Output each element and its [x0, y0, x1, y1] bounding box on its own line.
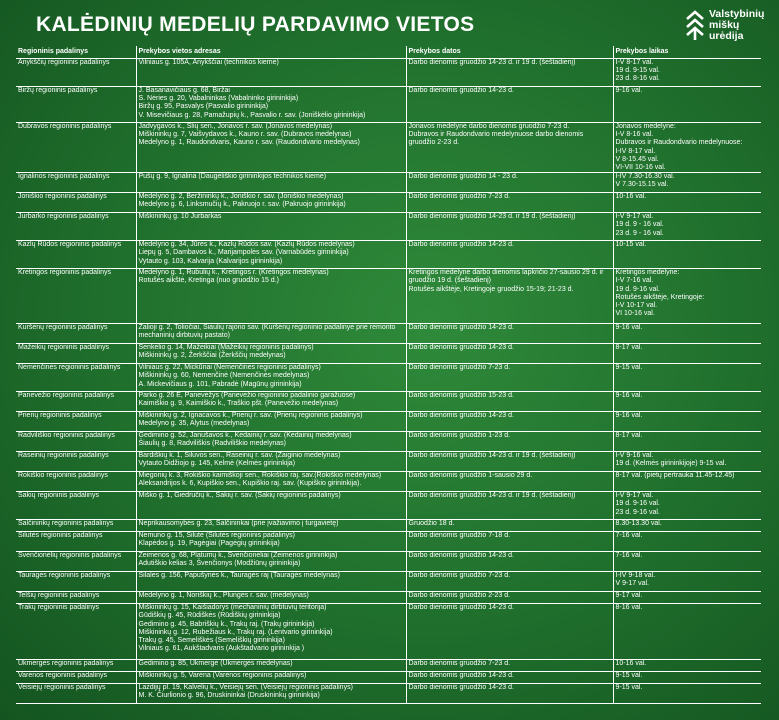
cell-time: 9-15 val. [613, 684, 761, 704]
cell-address: Lazdijų pl. 19, Kalvelių k., Veisiejų sen. (Veisiejų regioninis padalinys) M. K. Čiurlionio g. 96, Druskininkai (Druskininkų girininkija) [136, 684, 406, 704]
table-header-row [16, 46, 761, 59]
cell-time: I-V 9-17 val. 19 d. 9-16 val. 23 d. 9-16 val. [613, 492, 761, 520]
cell-address: Medelyno g. 2, Beržininkų k., Joniškio r. sav. (Joniškio medelynas) Medelyno g. 6, Linksmučių k., Pakruojo r. sav. (Pakruojo girininkija) [136, 193, 406, 213]
header-dates: Prekybos datos [406, 46, 613, 59]
cell-region: Anykščių regioninis padalinys [16, 59, 136, 87]
cell-dates: Darbo dienomis gruodžio 14-23 d. [406, 87, 613, 123]
cell-region: Švenčionėlių regioninis padalinys [16, 552, 136, 572]
cell-region: Kretingos regioninis padalinys [16, 269, 136, 324]
cell-region: Panevėžio regioninis padalinys [16, 392, 136, 412]
cell-dates: Darbo dienomis gruodžio 15-23 d. [406, 392, 613, 412]
cell-time: I-V 9-16 val. 19 d. (Kelmės girininkijoje) 9-15 val. [613, 452, 761, 472]
logo [684, 8, 776, 44]
cell-dates: Darbo dienomis gruodžio 14-23 d. [406, 672, 613, 684]
cell-time: 8-17 val. (pietų pertrauka 11.45-12.45) [613, 472, 761, 492]
cell-region: Prienų regioninis padalinys [16, 412, 136, 432]
cell-region: Telšių regioninis padalinys [16, 592, 136, 604]
cell-time: Kretingos medelyne: I-V 7-16 val. 19 d. 9-16 val. Rotušės aikštėje, Kretingoje: I-V 10-17 val. VI 10-16 val. [613, 269, 761, 324]
cell-region: Radviliškio regioninis padalinys [16, 432, 136, 452]
cell-dates: Darbo dienomis gruodžio 7-23 d. [406, 364, 613, 392]
cell-dates: Darbo dienomis gruodžio 14-23 d. ir 19 d. (šeštadienį) [406, 452, 613, 472]
cell-region: Šalčininkų regioninis padalinys [16, 520, 136, 532]
cell-dates: Darbo dienomis gruodžio 14-23 d. [406, 552, 613, 572]
cell-time: 9-16 val. [613, 392, 761, 412]
cell-region: Biržų regioninis padalinys [16, 87, 136, 123]
cell-dates: Darbo dienomis gruodžio 1-sausio 29 d. [406, 472, 613, 492]
tree-icon [684, 10, 706, 40]
cell-dates: Darbo dienomis gruodžio 1-23 d. [406, 432, 613, 452]
cell-dates: Darbo dienomis gruodžio 14-23 d. [406, 412, 613, 432]
cell-region: Joniškio regioninis padalinys [16, 193, 136, 213]
cell-time: I-V 9-17 val. 19 d. 9 - 16 val. 23 d. 9 - 16 val. [613, 213, 761, 241]
table-row [16, 672, 761, 684]
cell-dates: Darbo dienomis gruodžio 7-23 d. [406, 193, 613, 213]
table-row [16, 532, 761, 552]
cell-time: 8-17 val. [613, 432, 761, 452]
cell-time: 10-16 val. [613, 193, 761, 213]
cell-address: Nemuno g. 15, Šilutė (Šilutės regioninis padalinys) Klapėdos g. 19, Pagėgiai (Pagėgių girininkija) [136, 532, 406, 552]
table-row [16, 364, 761, 392]
table-row [16, 432, 761, 452]
cell-region: Kuršėnų regioninis padalinys [16, 324, 136, 344]
cell-address: Jadvygavos k., Šlių sen., Jonavos r. sav. (Jonavos medelynas) Miškininkų g. 7, Vaišvydavos k., Kauno r. sav. (Dubravos medelynas) Medelyno g. 1, Raudondvaris, Kauno r. sav. (Raudondvario medelynas) [136, 123, 406, 173]
cell-dates: Darbo dienomis gruodžio 14-23 d. [406, 344, 613, 364]
table-row [16, 552, 761, 572]
cell-time: 7-16 val. [613, 532, 761, 552]
table-row [16, 684, 761, 704]
cell-address: Miškininkų g. 10 Jurbarkas [136, 213, 406, 241]
cell-address: Medelyno g. 34, Jūrės k., Kazlų Rūdos sav. (Kazlų Rūdos medelynas) Liepų g. 5, Dambavos k., Marijampolės sav. (Varnabūdės girininkija) Vytauto g. 103, Kalvarija (Kalvarijos girininkija) [136, 241, 406, 269]
cell-time: 9-16 val. [613, 87, 761, 123]
cell-region: Šilutės regioninis padalinys [16, 532, 136, 552]
cell-dates: Gruodžio 18 d. [406, 520, 613, 532]
cell-dates: Darbo dienomis gruodžio 14 - 23 d. [406, 173, 613, 193]
cell-region: Veisiejų regioninis padalinys [16, 684, 136, 704]
cell-dates: Darbo dienomis gruodžio 14-23 d. ir 19 d. (šeštadienį) [406, 59, 613, 87]
cell-dates: Darbo dienomis gruodžio 7-18 d. [406, 532, 613, 552]
cell-region: Jurbarko regioninis padalinys [16, 213, 136, 241]
cell-region: Dubravos regioninis padalinys [16, 123, 136, 173]
header-region: Regioninis padalinys [16, 46, 136, 59]
table-row [16, 123, 761, 173]
table-row [16, 59, 761, 87]
cell-region: Raseinių regioninis padalinys [16, 452, 136, 472]
cell-time: 10-16 val. [613, 660, 761, 672]
cell-time: 9-15 val. [613, 672, 761, 684]
cell-time: 8-16 val. [613, 604, 761, 660]
cell-address: Žalioji g. 2, Toliočiai, Šiaulių rajono sav. (Kuršėnų regioninio padalinye prie remonto mechaninių dirbtuvių pastato) [136, 324, 406, 344]
table-row [16, 87, 761, 123]
header-time: Prekybos laikas [613, 46, 761, 59]
cell-address: J. Basanavičiaus g. 68, Biržai S. Nėries g. 20, Vabalninkas (Vabalninko girininkija) Biržų g. 95, Pasvalys (Pasvalio girininkija) V. Misevičiaus g. 28, Pamažupių k., Pasvalio r. sav. (Joniškėlio girininkija) [136, 87, 406, 123]
cell-dates: Darbo dienomis gruodžio 14-23 d. [406, 604, 613, 660]
logo-text: Valstybinių miškų urėdija [709, 8, 765, 42]
table-row [16, 324, 761, 344]
cell-time: 8-17 val. [613, 344, 761, 364]
table-row [16, 213, 761, 241]
cell-time: Jonavos medelyne: I-V 8-16 val. Dubravos ir Raudondvario medelynuose: I-IV 8-17 val. V 8-15.45 val. VI-VII 10-16 val. [613, 123, 761, 173]
cell-dates: Darbo dienomis gruodžio 14-23 d. [406, 324, 613, 344]
cell-dates: Kretingos medelyne darbo dienomis lapkričio 27-sausio 29 d. ir gruodžio 19 d. (šeštadienį) Rotušės aikštėje, Kretingoje gruodžio 15-19; 21-23 d. [406, 269, 613, 324]
table-row [16, 452, 761, 472]
cell-time: 7-16 val. [613, 552, 761, 572]
cell-region: Ukmergės regioninis padalinys [16, 660, 136, 672]
cell-region: Varėnos regioninis padalinys [16, 672, 136, 684]
sales-locations-table [16, 46, 761, 704]
cell-address: Žeimenos g. 68, Platumų k., Švenčionėliai (Žeimenos girininkija) Adutiškio kelias 3, Švenčionys (Modžiūnų girininkija) [136, 552, 406, 572]
cell-time: 8.30-13.30 val. [613, 520, 761, 532]
cell-time: I-IV 7.30-16.30 val. V 7.30-15.15 val. [613, 173, 761, 193]
cell-address: Šilalės g. 156, Papušynės k., Tauragės raj (Tauragės medelynas) [136, 572, 406, 592]
cell-address: Bardiškių k. 1, Šiluvos sen., Raseinių r. sav. (Žaiginio medelynas) Vytauto Didžiojo g. 145, Kelmė (Kelmės girininkija) [136, 452, 406, 472]
table-row [16, 344, 761, 364]
cell-time: I-IV 9-18 val. V 9-17 val. [613, 572, 761, 592]
cell-time: 10-15 val. [613, 241, 761, 269]
cell-region: Nemenčinės regioninis padalinys [16, 364, 136, 392]
cell-time: 9-15 val. [613, 364, 761, 392]
cell-time: I-V 8-17 val. 19 d. 9-15 val. 23 d. 8-16 val. [613, 59, 761, 87]
cell-region: Rokiškio regioninis padalinys [16, 472, 136, 492]
cell-address: Medelyno g. 1, Noriškių k., Plungės r. sav. (medelynas) [136, 592, 406, 604]
cell-dates: Darbo dienomis gruodžio 14-23 d. [406, 684, 613, 704]
table-row [16, 520, 761, 532]
cell-address: Pušų g. 9, Ignalina (Daugėliškio girininkijos technikos kieme) [136, 173, 406, 193]
cell-address: Parko g. 26 E, Panevėžys (Panevėžio regioninio padalinio garažuose) Kaimiškio g. 9, Kaimiškio k., Traškio pšt. (Panevėžio medelynas) [136, 392, 406, 412]
cell-time: 9-17 val. [613, 592, 761, 604]
cell-address: Miegonių k. 3, Rokiškio kaimiškoji sen., Rokiškio raj. sav.(Rokiškio medelynas) Aleksandrijos k. 6, Kupiškio sen., Kupiškio raj. sav. (Kupiškio girininkija). [136, 472, 406, 492]
cell-region: Šakių regioninis padalinys [16, 492, 136, 520]
cell-address: Vilniaus g. 105A, Anykščiai (technikos kieme) [136, 59, 406, 87]
cell-address: Neprikausomybės g. 23, Šalčininkai (prie įvažiavimo į turgavietę) [136, 520, 406, 532]
cell-dates: Jonavos medelyne darbo dienomis gruodžio 7-23 d. Dubravos ir Raudondvario medelynuose darbo dienomis gruodžio 2-23 d. [406, 123, 613, 173]
cell-address: Vilniaus g. 22, Mickūnai (Nemenčinės regioninis padalinys) Miškininkų g. 60, Nemenčinė (Nemenčinės medelynas) A. Mickevičiaus g. 101, Pabradė (Magūnų girininkija) [136, 364, 406, 392]
cell-address: Gedimino g. 85, Ukmergė (Ukmergės medelynas) [136, 660, 406, 672]
table-body [16, 59, 761, 704]
page-title: KALĖDINIŲ MEDELIŲ PARDAVIMO VIETOS [36, 13, 475, 36]
table-row [16, 492, 761, 520]
table-row [16, 241, 761, 269]
table-row [16, 572, 761, 592]
cell-region: Tauragės regioninis padalinys [16, 572, 136, 592]
cell-region: Ignalinos regioninis padalinys [16, 173, 136, 193]
cell-time: 9-16 val. [613, 324, 761, 344]
cell-dates: Darbo dienomis gruodžio 14-23 d. ir 19 d. (šeštadienį) [406, 492, 613, 520]
table-row [16, 472, 761, 492]
cell-address: Miško g. 1, Giedručių k., Šakių r. sav. (Šakių regioninis padalinys) [136, 492, 406, 520]
cell-address: Miškininkų g. 15, Kaišiadorys (mechaninių dirbtuvių teritorija) Gūdiškių g. 45, Rūdiškės (Rūdiškių girininkija) Gedimino g. 45, Babriškių k., Trakų raj. (Trakų girininkija) Miškininkų g. 12, Rubežiaus k., Trakų raj. (Lentvario girininkija) Trakų g. 45, Semeliškės (Semeliškių girininkija) Vilniaus g. 61, Aukštadvaris (Aukštadvario girininkija ) [136, 604, 406, 660]
table-row [16, 173, 761, 193]
cell-dates: Darbo dienomis gruodžio 7-23 d. [406, 572, 613, 592]
cell-dates: Darbo dienomis gruodžio 14-23 d. ir 19 d. (šeštadienį) [406, 213, 613, 241]
cell-dates: Darbo dienomis gruodžio 14-23 d. [406, 241, 613, 269]
table-row [16, 269, 761, 324]
cell-address: Senkelio g. 14, Mažeikiai (Mažeikių regioninis padalinys) Miškininkų g. 2, Žerkščiai (Žerkščių medelynas) [136, 344, 406, 364]
table-row [16, 592, 761, 604]
table-row [16, 412, 761, 432]
cell-region: Kazlų Rūdos regioninis padalinys [16, 241, 136, 269]
cell-region: Trakų regioninis padalinys [16, 604, 136, 660]
table-row [16, 660, 761, 672]
cell-address: Miškininkų g. 2, Ignacavos k., Prienų r. sav. (Prienų regioninis padalinys) Medelyno g. 35, Alytus (medelynas) [136, 412, 406, 432]
cell-time: 9-16 val. [613, 412, 761, 432]
cell-region: Mažeikių regioninis padalinys [16, 344, 136, 364]
table-row [16, 604, 761, 660]
cell-address: Gedimino g. 52, Janušavos k., Kėdainių r. sav. (Kėdainių medelynas) Šiaulių g. 8, Radviliškis (Radviliškio medelynas) [136, 432, 406, 452]
cell-address: Medelyno g. 1, Rubulių k., Kretingos r. (Kretingos medelynas) Rotušės aikštė, Kretinga (nuo gruodžio 15 d.) [136, 269, 406, 324]
table-row [16, 193, 761, 213]
cell-dates: Darbo dienomis gruodžio 7-23 d. [406, 660, 613, 672]
cell-dates: Darbo dienomis gruodžio 2-23 d. [406, 592, 613, 604]
cell-address: Miškininkų g. 5, Varėna (Varėnos regioninis padalinys) [136, 672, 406, 684]
header-address: Prekybos vietos adresas [136, 46, 406, 59]
table-row [16, 392, 761, 412]
